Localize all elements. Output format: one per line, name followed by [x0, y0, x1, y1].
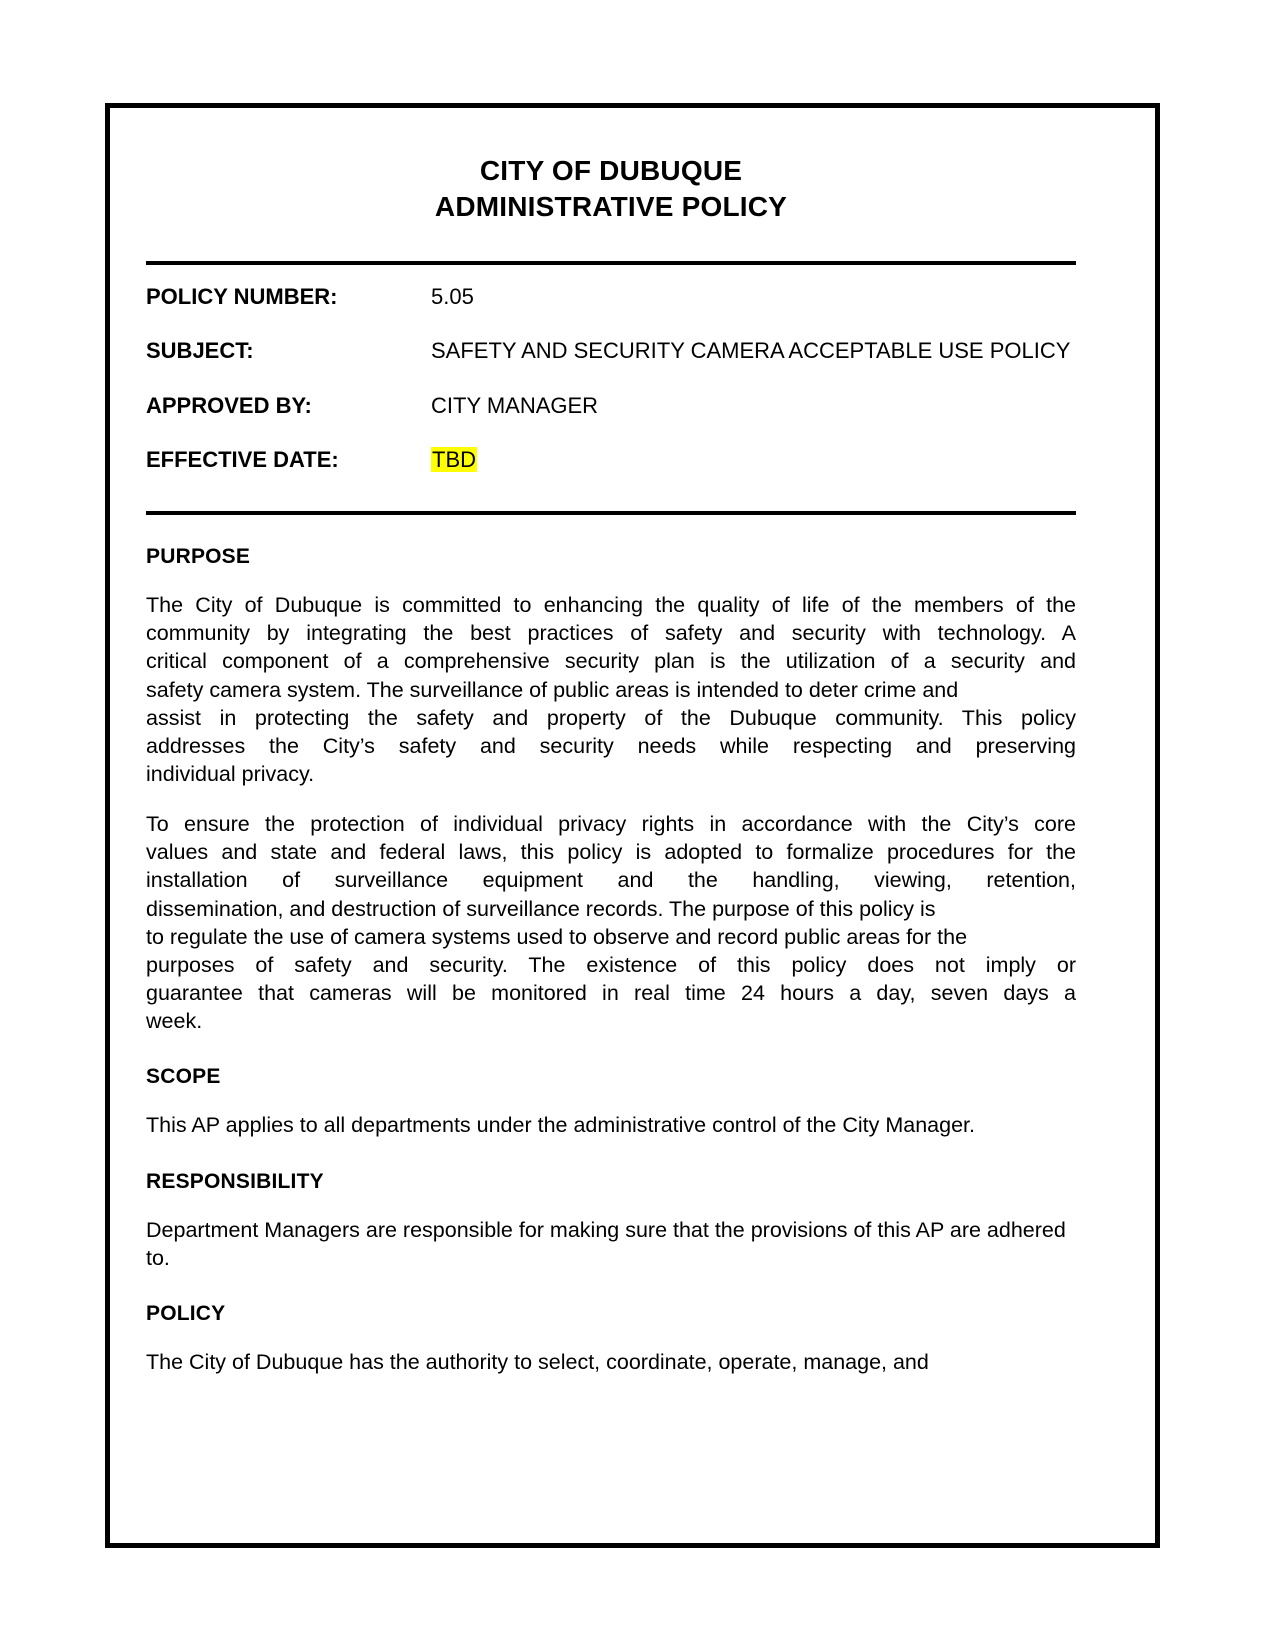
header-divider-bottom: [146, 511, 1076, 515]
purpose-p2-line-7: guarantee that cameras will be monitored in real time 24 hours a day, seven days a: [146, 981, 1076, 1006]
metadata-block: [146, 265, 1076, 485]
section-heading-scope: SCOPE: [146, 1065, 221, 1089]
scope-paragraph: This AP applies to all departments under the administrative control of the City Manager.: [146, 1113, 975, 1138]
purpose-p2-line-5: to regulate the use of camera systems used to observe and record public areas for the: [146, 924, 968, 949]
purpose-p1-line-4: safety camera system. The surveillance of public areas is intended to deter crime and: [146, 677, 959, 702]
approved-by-label: APPROVED BY:: [146, 392, 312, 418]
metadata-row-effective-date: [146, 446, 1076, 475]
section-heading-responsibility: RESPONSIBILITY: [146, 1169, 324, 1193]
effective-date-value-highlighted: TBD: [432, 447, 476, 473]
policy-paragraph: The City of Dubuque has the authority to select, coordinate, operate, manage, and: [146, 1349, 929, 1374]
document-title: [146, 153, 1076, 225]
purpose-p2-line-8: week.: [146, 1009, 203, 1034]
purpose-p2-line-3: installation of surveillance equipment and the handling, viewing, retention,: [146, 868, 1076, 893]
purpose-p1-line-1: The City of Dubuque is committed to enhancing the quality of life of the members of the: [146, 593, 1076, 618]
purpose-p1-line-3: critical component of a comprehensive security plan is the utilization of a security and: [146, 649, 1076, 674]
metadata-row-subject: [146, 337, 1076, 366]
metadata-row-policy-number: [146, 283, 1076, 312]
subject-value: SAFETY AND SECURITY CAMERA ACCEPTABLE USE POLICY: [431, 338, 1071, 364]
policy-number-label: POLICY NUMBER:: [146, 283, 338, 309]
subject-label: SUBJECT:: [146, 338, 254, 364]
approved-by-value: CITY MANAGER: [431, 392, 599, 418]
effective-date-label: EFFECTIVE DATE:: [146, 447, 339, 473]
purpose-p2-line-4: dissemination, and destruction of surveillance records. The purpose of this policy is: [146, 896, 936, 921]
purpose-p2-line-2: values and state and federal laws, this policy is adopted to formalize procedures for the: [146, 840, 1076, 865]
section-heading-purpose: PURPOSE: [146, 545, 251, 569]
purpose-p1-line-5: assist in protecting the safety and property of the Dubuque community. This policy: [146, 705, 1076, 730]
document-title-line-1: CITY OF DUBUQUE: [479, 155, 743, 186]
responsibility-paragraph: Department Managers are responsible for making sure that the provisions of this AP are adhered to.: [146, 1217, 1066, 1270]
document-content: [146, 128, 1076, 1376]
metadata-row-approved-by: [146, 392, 1076, 421]
policy-number-value: 5.05: [431, 283, 474, 309]
purpose-p1-line-2: community by integrating the best practices of safety and security with technology. A: [146, 621, 1076, 646]
policy-document-page: [105, 103, 1160, 1548]
purpose-p2-line-6: purposes of safety and security. The existence of this policy does not imply or: [146, 952, 1076, 977]
purpose-paragraph-2: [146, 810, 1076, 1035]
effective-date-value-wrapper: [431, 446, 1076, 474]
purpose-p2-line-1: To ensure the protection of individual privacy rights in accordance with the City’s core: [146, 812, 1076, 837]
purpose-p1-line-6: addresses the City’s safety and security needs while respecting and preserving: [146, 733, 1076, 758]
purpose-p1-line-7: individual privacy.: [146, 761, 315, 786]
section-heading-policy: POLICY: [146, 1301, 226, 1325]
purpose-paragraph-1: [146, 591, 1076, 788]
document-title-line-2: ADMINISTRATIVE POLICY: [434, 190, 788, 222]
